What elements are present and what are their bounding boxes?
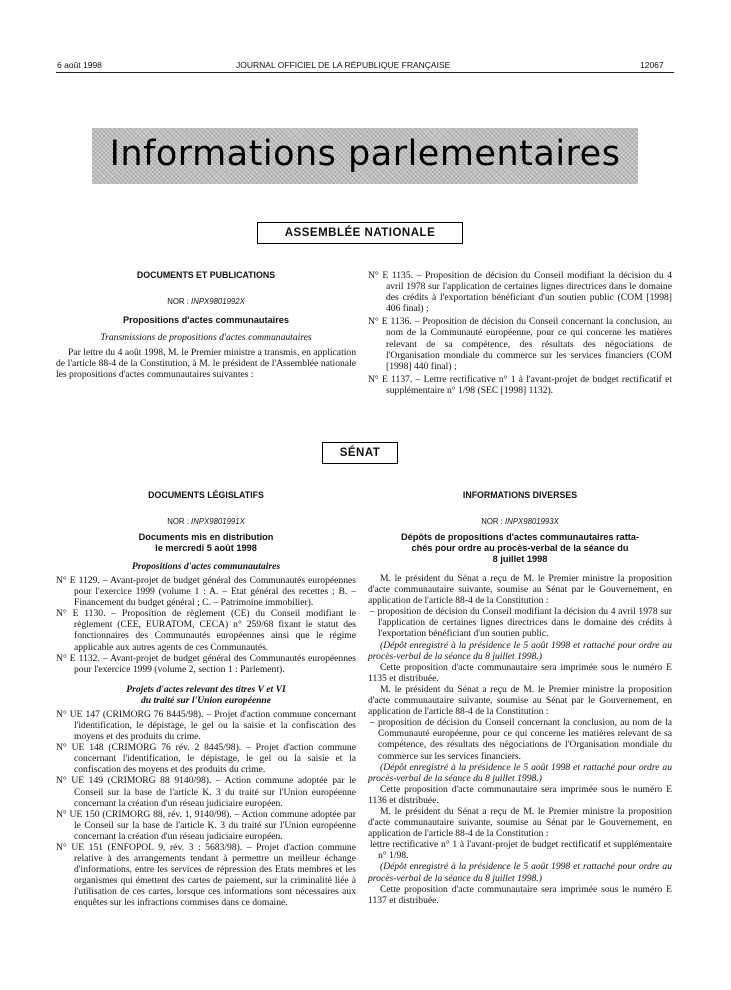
block-closing: Cette proposition d'acte communautaire sera imprimée sous le numéro E 1137 et distribuée. — [368, 883, 672, 906]
senat-ue-item: N° UE 147 (CRIMORG 76 8445/98). – Projet d'action commune concernant l'identification, le dépistage, le gel ou la saisie et la confiscation des moyens et des produits du crime. — [56, 708, 356, 743]
block-bullet: – proposition de décision du Conseil modifiant la décision du 4 avril 1978 sur l'application de certaines lignes directrices dans le domaine des crédits à l'exportation bénéficiant d'un soutien public. — [370, 606, 672, 640]
senat-ue-item: N° UE 151 (ENFOPOL 9, rév. 3 : 5683/98). – Projet d'action commune relative à des arrangements tendant à permettre un meilleur échange d'informations, entre les services de répression des Etats membres et les organismes qui émettent des cartes de paiement, sur la criminalité liée à l'utilisation de ces cartes, lorsque ces informations sont nécessaires aux enquêtes sur les infractions commises dans ce domaine. — [56, 841, 356, 909]
assemblee-item: N° E 1136. – Proposition de décision du Conseil concernant la conclusion, au nom de la Communauté européenne, pour ce qui concerne les matières relevant de sa compétence, des résultats des négociations de l'Organisation mondiale du commerce sur les services financiers (COM [1998] 440 final) ; — [368, 316, 672, 372]
senat-right-section-title: INFORMATIONS DIVERSES — [462, 490, 578, 500]
senat-right-column — [368, 490, 672, 906]
senat-item: N° E 1130. – Proposition de règlement (CE) du Conseil modifiant le règlement (CEE, EURATOM, CECA) n° 259/68 fixant le statut des fonctionnaires des Communautés européennes ainsi que le régime applicable aux autres agents de ces Communautés. — [56, 608, 356, 653]
senat-left-column — [56, 490, 356, 909]
block-intro: M. le président du Sénat a reçu de M. le Premier ministre la proposition d'acte communautaire suivante, soumise au Sénat par le Gouvernement, en application de l'article 88-4 de la Constitution : — [368, 805, 672, 840]
senat-left-heading2-1: Projets d'actes relevant des titres V et VI — [126, 683, 286, 695]
assemblee-section-title: DOCUMENTS ET PUBLICATIONS — [136, 270, 276, 280]
assemblee-label: ASSEMBLÉE NATIONALE — [257, 222, 463, 244]
block-intro: M. le président du Sénat a reçu de M. le Premier ministre la proposition d'acte communautaire suivante, soumise au Sénat par le Gouvernement, en application de l'article 88-4 de la Constitution : — [368, 573, 672, 607]
senat-left-nor — [56, 517, 356, 526]
nor-prefix: NOR : — [167, 297, 192, 306]
senat-item: N° E 1129. – Avant-projet de budget général des Communautés européennes pour l'exercice 1999 (volume 1 : A. – Etat général des recettes ; B. – Financement du budget général ; C. – Patrimoine immobilier). — [56, 575, 356, 609]
header-page-number: 12067 — [640, 60, 664, 70]
senat-left-subtitle-2: le mercredi 5 août 1998 — [155, 543, 257, 553]
assemblee-subtitle: Propositions d'actes communautaires — [122, 315, 290, 325]
header-journal-title: JOURNAL OFFICIEL DE LA RÉPUBLIQUE FRANÇAISE — [236, 60, 451, 70]
assemblee-intro — [56, 347, 356, 380]
senat-ue-item: N° UE 150 (CRIMORG 88, rév. 1, 9140/98). – Action commune adoptée par le Conseil sur la base de l'article K. 3 du traité sur l'Union européenne concernant la création d'un réseau judiciaire européen. — [56, 808, 356, 842]
senat-right-body — [368, 573, 672, 906]
banner-title: Informations parlementaires — [109, 134, 621, 174]
block-note: (Dépôt enregistré à la présidence le 5 août 1998 et rattaché pour ordre au procès-verbal de la séance du 8 juillet 1998.) — [368, 639, 672, 662]
senat-left-section-title: DOCUMENTS LÉGISLATIFS — [148, 490, 264, 500]
senat-left-items — [56, 575, 356, 675]
senat-right-subtitle-1: Dépôts de propositions d'actes communautaires ratta- — [400, 532, 640, 542]
senat-left-items2 — [56, 709, 356, 909]
block-intro: M. le président du Sénat a reçu de M. le Premier ministre la proposition d'acte communautaire suivante, soumise au Sénat par le Gouvernement, en application de l'article 88-4 de la Constitution : — [368, 683, 672, 718]
senat-item: N° E 1132. – Avant-projet de budget général des Communautés européennes pour l'exercice 1999 (volume 2, section 1 : Parlement). — [56, 652, 356, 675]
senat-left-italic-heading: Propositions d'actes communautaires — [131, 561, 281, 572]
banner — [92, 128, 638, 184]
assemblee-item: N° E 1137. – Lettre rectificative n° 1 à l'avant-projet de budget rectificatif et supplémentaire n° 1/98 (SEC [1998] 1132). — [368, 373, 672, 396]
block-closing: Cette proposition d'acte communautaire sera imprimée sous le numéro E 1135 et distribuée. — [368, 661, 672, 684]
block-closing: Cette proposition d'acte communautaire sera imprimée sous le numéro E 1136 et distribuée. — [368, 783, 672, 806]
block-bullet: lettre rectificative n° 1 à l'avant-projet de budget rectificatif et supplémentaire n° 1/98. — [370, 839, 672, 862]
assemblee-item: N° E 1135. – Proposition de décision du Conseil modifiant la décision du 4 avril 1978 sur l'application de certaines lignes directrices dans le domaine des crédits à l'exportation bénéficiant d'un soutien public (COM [1998] 406 final) ; — [368, 270, 672, 315]
assemblee-italic-heading: Transmissions de propositions d'actes communautaires — [100, 332, 312, 343]
nor-prefix: NOR : — [167, 517, 192, 526]
assemblee-left-column — [56, 270, 356, 380]
nor-code: INPX9801993X — [505, 517, 559, 526]
nor-code: INPX9801991X — [191, 517, 245, 526]
senat-right-nor — [368, 517, 672, 526]
assemblee-right-column — [368, 270, 672, 396]
assemblee-nor — [56, 297, 356, 306]
senat-left-subtitle-1: Documents mis en distribution — [138, 532, 274, 542]
senat-right-subtitle-3: 8 juillet 1998 — [492, 554, 548, 564]
senat-label: SÉNAT — [322, 442, 398, 464]
senat-left-heading2-2: du traité sur l'Union européenne — [140, 694, 272, 706]
header-date: 6 août 1998 — [57, 60, 102, 70]
assemblee-intro-text: Par lettre du 4 août 1998, M. le Premier ministre a transmis, en application de l'article 88-4 de la Constitution, à M. le président de l'Assemblée nationale les propositions d'actes communautaires suivantes : — [56, 347, 356, 381]
nor-code: INPX9801992X — [191, 297, 245, 306]
senat-right-subtitle-2: chés pour ordre au procès-verbal de la séance du — [411, 543, 629, 553]
block-note: (Dépôt enregistré à la présidence le 5 août 1998 et rattaché pour ordre au procès-verbal de la séance du 8 juillet 1998.) — [368, 861, 672, 884]
senat-ue-item: N° UE 148 (CRIMORG 76 rév. 2 8445/98). – Projet d'action commune concernant l'identification, le dépistage, le gel ou la saisie et la confiscation des moyens et des produits du crime. — [56, 742, 356, 776]
block-note: (Dépôt enregistré à la présidence le 5 août 1998 et rattaché pour ordre au procès-verbal de la séance du 8 juillet 1998.) — [368, 761, 672, 784]
block-bullet: – proposition de décision du Conseil concernant la conclusion, au nom de la Communauté européenne, pour ce qui concerne les matières relevant de sa compétence, des résultats des négociations de l'Organisation mondiale du commerce sur les services financiers. — [370, 717, 672, 762]
senat-ue-item: N° UE 149 (CRIMORG 88 9140/98). – Action commune adoptée par le Conseil sur la base de l'article K. 3 du traité sur l'Union européenne concernant la création d'un réseau judiciaire européen. — [56, 775, 356, 809]
header-rule — [56, 72, 674, 73]
nor-prefix: NOR : — [481, 517, 506, 526]
